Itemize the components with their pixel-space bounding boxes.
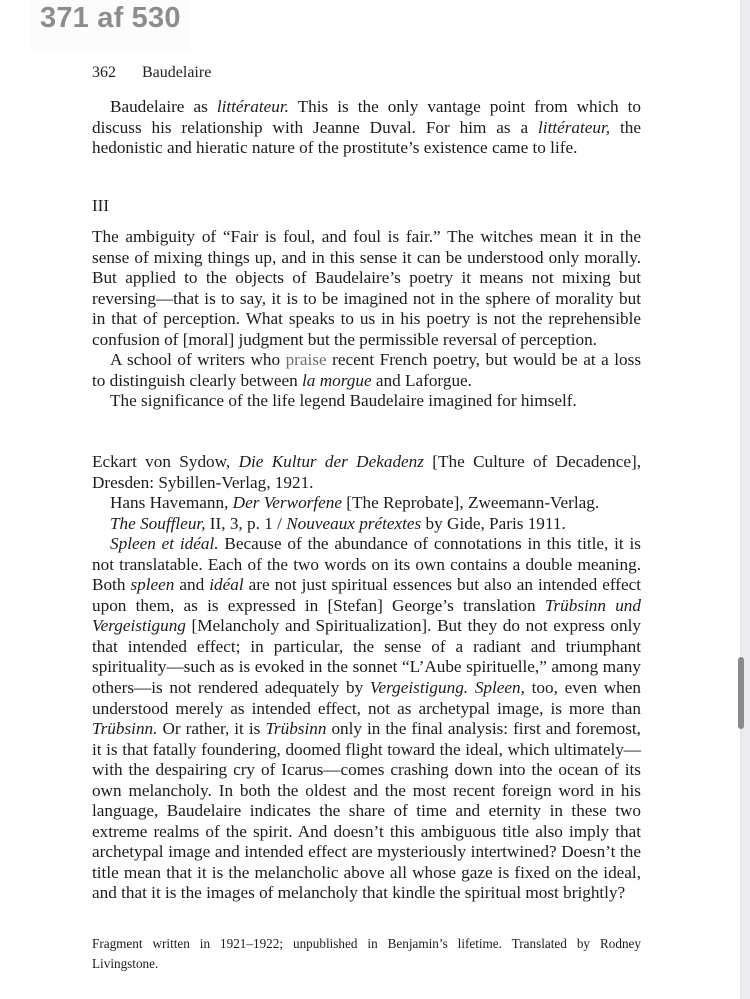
reference-havemann <box>92 493 641 514</box>
text-run: recent French poetry, but would be at a loss to distinguish clearly between <box>92 350 642 390</box>
italic-run: idéal <box>209 575 244 595</box>
text-run: Because of the abundance of connotations in this title, it is not translatable. Each of the two words on its own contains a double meaning. Both <box>92 534 641 595</box>
italic-run: Der Verworfene <box>232 493 342 513</box>
text-run: are not just spiritual essences but also an intended effect upon them, as is expressed in [Stefan] George’s translation <box>92 575 641 615</box>
intro-paragraph <box>92 97 641 159</box>
text-run: only in the final analysis: first and foremost, it is that fatally foundering, doomed flight toward the ideal, which ultimately—with the despairing cry of Icarus—comes crashing down into the ocean of its own melancholy. In both the oldest and the most recent foreign word in his language, Baudelaire indicates the share of time and eternity in these two extreme realms of the spirit. And doesn’t this ambiguous title also imply that archetypal image and intended effect are mysteriously intertwined? Doesn’t the title mean that it is the melancholic above all whose gaze is fixed on the ideal, and that it is the images of melancholy that kindle the spiritual most brightly? <box>92 719 641 903</box>
scrollbar-track[interactable] <box>740 0 750 999</box>
page-counter-label: 371 af 530 <box>40 2 181 34</box>
italic-run: Trübsinn. <box>92 719 158 739</box>
italic-run: littérateur, <box>538 117 611 137</box>
reference-sydow <box>92 452 641 493</box>
significance-paragraph: The significance of the life legend Baudelaire imagined for himself. <box>110 391 577 411</box>
text-run: This is the only vantage point from which to discuss his relationship with Jeanne Duval. For him as a <box>92 97 641 137</box>
highlighted-word: praise <box>285 350 327 370</box>
text-run: [The Culture of Decadence], Dresden: Sybillen-Verlag, 1921. <box>92 452 641 492</box>
ambiguity-paragraph: The ambiguity of “Fair is foul, and foul is fair.” The witches mean it in the sense of mixing things up, and in this sense it can be understood only morally. But applied to the objects of Baudelaire’s poetry it means not mixing but reversing—that is to say, it is to be imagined not in the sphere of morality but in that of perception. What speaks to us in his poetry is not the reprehensible confusion of [moral] judgment but the permissible reversal of perception. <box>92 227 641 349</box>
text-run: Or rather, it is <box>157 719 266 739</box>
page-counter <box>30 0 190 50</box>
reference-souffleur <box>92 514 641 535</box>
school-paragraph <box>92 350 641 391</box>
text-run: [The Reprobate], Zweemann-Verlag. <box>341 493 600 513</box>
text-run: Baudelaire as <box>110 97 217 116</box>
text-run: and Laforgue. <box>371 370 472 390</box>
running-head <box>92 64 211 82</box>
italic-run: The Souffleur, <box>110 513 206 533</box>
italic-run: Vergeistigung. <box>369 678 469 698</box>
text-run: Hans Havemann, <box>110 493 233 513</box>
references-block <box>92 452 641 904</box>
text-run: A school of writers who <box>110 350 286 370</box>
italic-run: Die Kultur der Dekadenz <box>238 452 424 471</box>
italic-run: Trübsinn und Vergeistigung <box>92 595 641 636</box>
text-run: too, even when understood merely as intended effect, not as archetypal image, is more than <box>92 678 641 718</box>
text-run: the hedonistic and hieratic nature of the prostitute’s existence came to life. <box>92 117 642 158</box>
page-number: 362 <box>92 64 116 81</box>
text-run: and <box>174 575 210 595</box>
italic-run: Trübsinn <box>265 719 327 739</box>
italic-run: Spleen et idéal. <box>110 534 219 554</box>
scrollbar-thumb[interactable] <box>738 657 744 729</box>
italic-run: spleen <box>130 575 175 595</box>
text-run: by Gide, Paris 1911. <box>421 513 566 533</box>
italic-run: Spleen, <box>474 678 525 698</box>
spleen-paragraph <box>92 534 641 904</box>
text-run: Eckart von Sydow, <box>92 452 239 471</box>
italic-run: littérateur. <box>216 97 289 116</box>
section-heading: III <box>92 196 109 215</box>
italic-run: Nouveaux prétextes <box>286 513 422 533</box>
section-body <box>92 227 641 412</box>
footnote: Fragment written in 1921–1922; unpublished in Benjamin’s lifetime. Translated by Rodney Livingstone. <box>92 936 641 971</box>
italic-run: la morgue <box>302 370 372 390</box>
running-head-title: Baudelaire <box>142 64 212 81</box>
text-run: II, 3, p. 1 / <box>205 513 287 533</box>
text-run: [Melancholy and Spiritualization]. But they do not express only that intended effect; in particular, the sense of a radiant and triumphant spirituality—such as is evoked in the sonnet “L’Aube spirituelle,” among many others—is not rendered adequately by <box>92 616 641 698</box>
text-run <box>468 678 475 697</box>
